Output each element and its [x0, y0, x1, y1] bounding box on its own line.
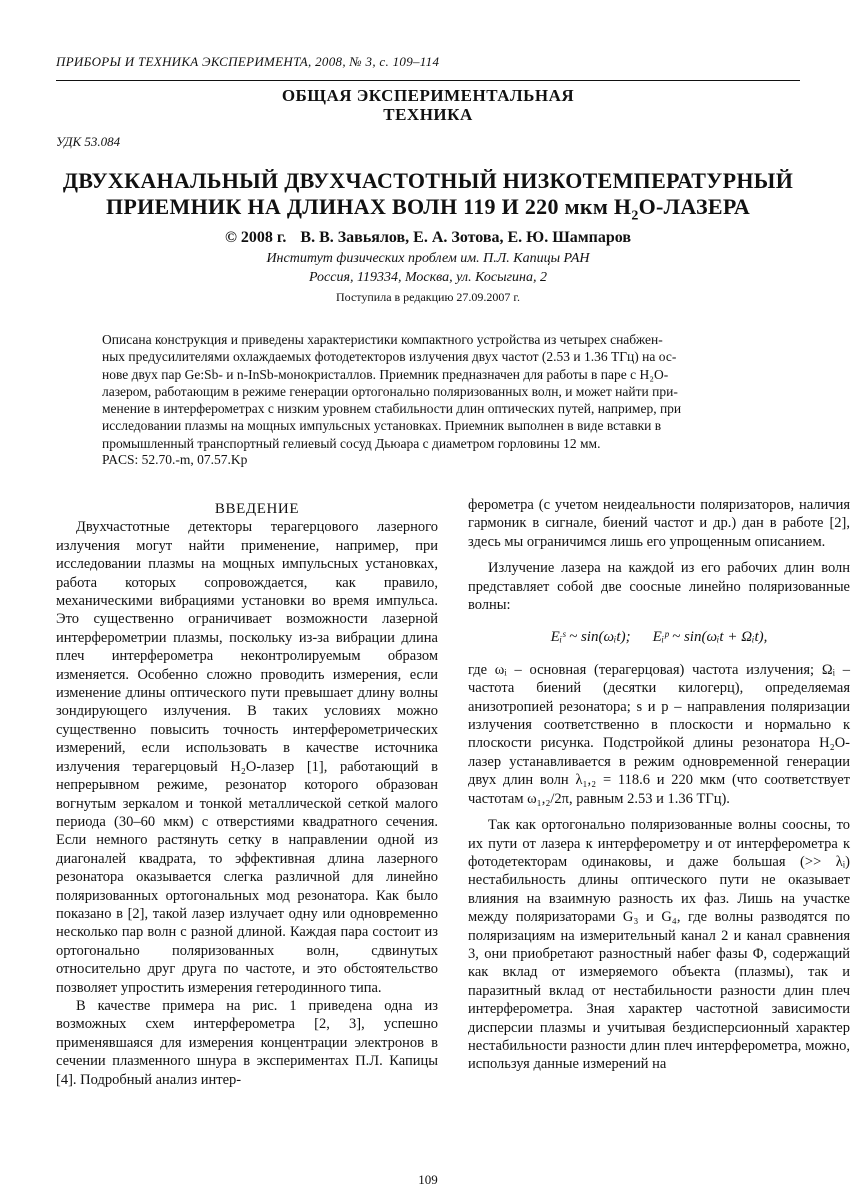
affiliation-line1: Институт физических проблем им. П.Л. Капицы РАН [266, 251, 590, 266]
left-paragraph-2: В качестве примера на рис. 1 приведена одна из возможных схем интерферометра [2, 3], успешно применявшаяся для измерения концентрации электронов в сечении плазменного шнура в экспериментах П.Л. Капицы [4]. Подробный анализ интер- [56, 997, 438, 1088]
left-column [56, 500, 438, 1089]
section-title-line1: ОБЩАЯ ЭКСПЕРИМЕНТАЛЬНАЯ [281, 86, 575, 105]
copyright: © 2008 г. [224, 229, 287, 246]
intro-heading: ВВЕДЕНИЕ [214, 501, 300, 517]
author-names: В. В. Завьялов, Е. А. Зотова, Е. Ю. Шампаров [300, 229, 632, 246]
journal-header: ПРИБОРЫ И ТЕХНИКА ЭКСПЕРИМЕНТА, 2008, № 3, с. 109–114 [56, 54, 440, 69]
received-date: Поступила в редакцию 27.09.2007 г. [335, 290, 520, 304]
title-line2-b: О-ЛАЗЕРА [638, 194, 751, 219]
udk-code: УДК 53.084 [56, 134, 121, 149]
title-line1: ДВУХКАНАЛЬНЫЙ ДВУХЧАСТОТНЫЙ НИЗКОТЕМПЕРАТУРНЫЙ [62, 168, 794, 193]
title-line2 [40, 194, 816, 229]
authors-line [0, 229, 856, 247]
header-rule [56, 80, 800, 81]
wave-formula [468, 628, 850, 646]
right-paragraph-1: Излучение лазера на каждой из его рабочих длин волн представляет собой две соосные линейно поляризованные волны: [468, 560, 850, 614]
right-column [468, 496, 850, 1074]
abstract-line: Описана конструкция и приведены характеристики компактного устройства из четырех снабжен- [102, 332, 663, 347]
article-title [40, 168, 816, 229]
affiliation-line2: Россия, 119334, Москва, ул. Косыгина, 2 [309, 270, 547, 285]
abstract-line: лазером, работающим в режиме генерации ортогонально поляризованных волн, и может найти при- [102, 383, 678, 399]
affiliation [0, 249, 856, 287]
right-paragraph-2: где ωᵢ – основная (терагерцовая) частота излучения; Ωᵢ – частота биений (десятки килогерц), определяемая анизотропией резонатора; s и p – направления поляризации излучения соответственно в плоскости и нормально к плоскости рисунка. Подстройкой длины резонатора H₂O-лазер устанавливается в режим одновременной генерации двух длин волн λ₁,₂ = 118.6 и 220 мкм (что соответствует частотам ω₁,₂/2π, равным 2.53 и 1.36 ТГц). [468, 661, 850, 807]
abstract-line: исследовании плазмы на мощных импульсных установках. Приемник выполнен в виде вставки в [102, 418, 662, 434]
formula-p: Eᵢᵖ ~ sin(ωᵢt + Ωᵢt), [652, 629, 768, 646]
title-line2-a: ПРИЕМНИК НА ДЛИНАХ ВОЛН 119 И 220 мкм H [105, 194, 632, 219]
section-title [0, 86, 856, 124]
right-paragraph-0: ферометра (с учетом неидеальности поляризаторов, наличия гармоник в сигнале, биений частот и др.) дан в работе [2], здесь мы ограничимся лишь его упрощенным описанием. [468, 497, 850, 550]
abstract [102, 331, 810, 452]
left-paragraph-1: Двухчастотные детекторы терагерцового лазерного излучения могут найти применение, например, при исследовании плазмы на мощных импульсных установках, работа которых сопровождается, как правило, механическими вибрациями установки во время импульса. Это существенно ограничивает возможности лазерной интерферометрии плазмы, поскольку из-за вибрации длина плеч интерферометра неконтролируемым образом изменяется. Особенно сложно проводить измерения, если изменение длины оптического пути превышает длину волны зондирующего излучения. В таких условиях можно существенно повысить точность интерферометрических измерений, если использовать в качестве источника излучения терагерцовый H₂O-лазер [1], работающий в непрерывном режиме, резонатор которого образован вогнутым зеркалом и тонкой металлической сеткой малого периода (30–60 мкм) с отверстиями квадратного сечения. Если немного растянуть сетку в направлении одной из диагоналей квадрата, то эффективная длина лазерного резонатора оказывается слегка различной для линейно поляризованных ортогональных мод резонатора. Как было показано в [2], такой лазер излучает одну или одновременно несколько пар волн с разной длиной. Каждая пара состоит из ортогонально поляризованных волн, сдвинутых относительно друг друга по частоте, и это обстоятельство позволяет упростить измерения гетеродинного типа. [56, 519, 438, 996]
title-line2-sub: 2 [631, 208, 639, 224]
abstract-line: ных предусилителями охлаждаемых фотодетекторов излучения двух частот (2.53 и 1.36 ТГц) на ос- [102, 349, 677, 365]
abstract-line: менение в интерферометрах с низким уровнем стабильности длин оптических путей, например, при [102, 401, 682, 417]
page-number: 109 [418, 1172, 438, 1187]
abstract-line: нове двух пар Ge:Sb- и n-InSb-монокристаллов. Приемник предназначен для работы в паре с H₂O- [102, 366, 669, 382]
pacs-codes: PACS: 52.70.-m, 07.57.Kp [102, 452, 248, 467]
formula-s: Eᵢˢ ~ sin(ωᵢt); [550, 629, 631, 646]
section-title-line2: ТЕХНИКА [383, 105, 473, 124]
right-paragraph-3: Так как ортогонально поляризованные волны соосны, то их пути от лазера к интерферометру и от интерферометра к фотодетекторам одинаковы, и даже большая (>> λᵢ) нестабильность длины оптического пути не оказывает влияния на взаимную разность их фаз. Лишь на участке между поляризаторами G₃ и G₄, где волны разводятся по поляризациям на измерительный канал 2 и канал сравнения 3, они приобретают разностный набег фазы Φ, содержащий как вклад от измеряемого объекта (плазмы), так и паразитный вклад от нестабильности разности длин плеч интерферометра. Зная характер частотной зависимости дисперсии плазмы и учитывая бездисперсионный характер нестабильности разности длин плеч интерферометра, можно, используя данные измерений на [468, 817, 850, 1073]
abstract-line: промышленный транспортный гелиевый сосуд Дьюара с диаметром горловины 12 мм. [102, 435, 601, 451]
